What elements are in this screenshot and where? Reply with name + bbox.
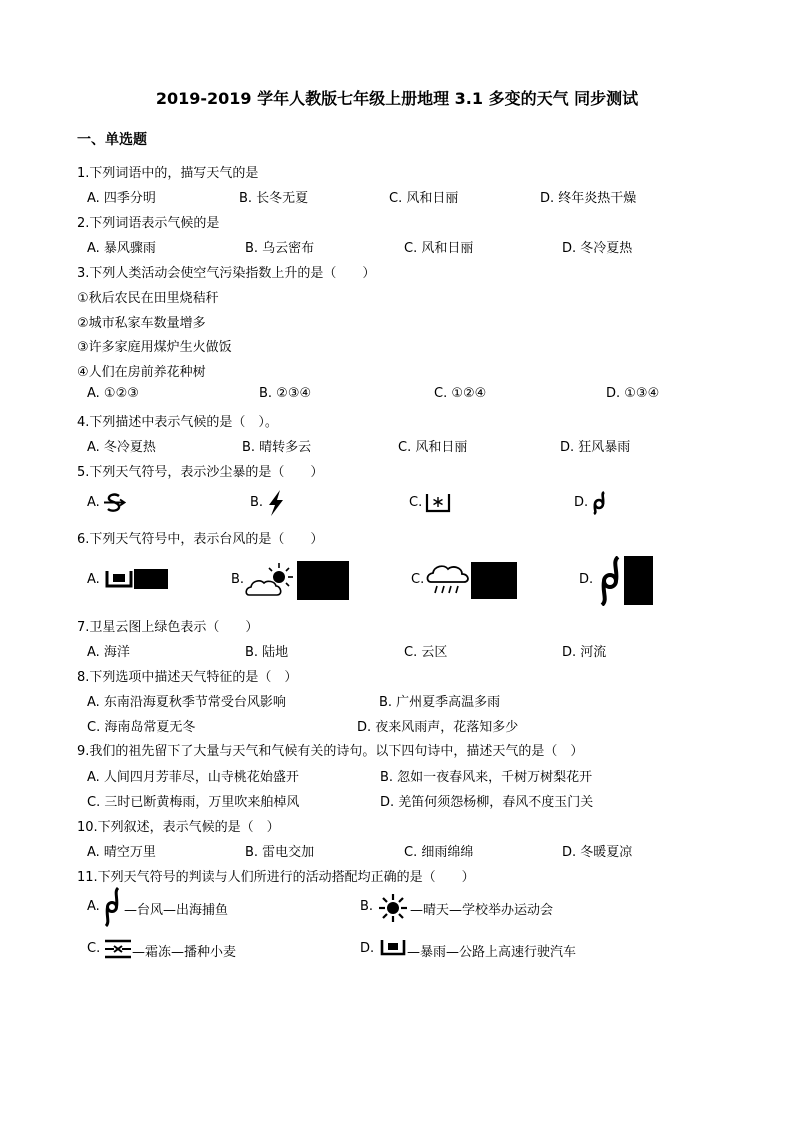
- question-9-stem: 9.我们的祖先留下了大量与天气和气候有关的诗句。以下四句诗中，描述天气的是（ ）: [77, 744, 584, 759]
- question-1-stem: 1.下列词语中的，描写天气的是: [77, 166, 259, 181]
- q7-option-d[interactable]: D. 河流: [562, 645, 607, 660]
- question-5-stem: 5.下列天气符号，表示沙尘暴的是（ ）: [77, 465, 324, 480]
- q9-option-c[interactable]: C. 三时已断黄梅雨，万里吹来舶棹风: [87, 795, 300, 810]
- q4-option-a[interactable]: A. 冬冷夏热: [87, 440, 156, 455]
- question-11-stem: 11.下列天气符号的判读与人们所进行的活动搭配均正确的是（ ）: [77, 870, 475, 885]
- q8-option-c[interactable]: C. 海南岛常夏无冬: [87, 720, 196, 735]
- q10-option-c[interactable]: C. 细雨绵绵: [404, 845, 474, 860]
- q11-option-d-text: —暴雨—公路上高速行驶汽车: [407, 945, 577, 960]
- q5-option-a[interactable]: A.: [87, 495, 100, 510]
- q8-option-d[interactable]: D. 夜来风雨声，花落知多少: [357, 720, 519, 735]
- q3-item-4: ④人们在房前养花种树: [77, 365, 206, 380]
- q4-option-b[interactable]: B. 晴转多云: [242, 440, 312, 455]
- question-3-stem: 3.下列人类活动会使空气污染指数上升的是（ ）: [77, 266, 376, 281]
- q1-option-c[interactable]: C. 风和日丽: [389, 191, 459, 206]
- q2-option-b[interactable]: B. 乌云密布: [245, 241, 315, 256]
- q10-option-d[interactable]: D. 冬暖夏凉: [562, 845, 633, 860]
- q7-option-c[interactable]: C. 云区: [404, 645, 448, 660]
- rain-cloud-symbol-icon: [425, 562, 473, 598]
- q11-option-a-text: —台风—出海捕鱼: [124, 903, 229, 918]
- typhoon-small-symbol-icon: [590, 491, 608, 515]
- typhoon-symbol-icon: [102, 887, 122, 927]
- q11-option-c-text: —霜冻—播种小麦: [132, 945, 237, 960]
- section-heading: 一、单选题: [77, 132, 147, 148]
- q7-option-b[interactable]: B. 陆地: [245, 645, 289, 660]
- q3-option-c[interactable]: C. ①②④: [434, 386, 487, 401]
- q3-option-b[interactable]: B. ②③④: [259, 386, 312, 401]
- q7-option-a[interactable]: A. 海洋: [87, 645, 130, 660]
- q10-option-b[interactable]: B. 雷电交加: [245, 845, 315, 860]
- rainstorm-symbol-icon: [104, 569, 134, 589]
- q6-option-c[interactable]: C.: [411, 572, 425, 587]
- question-6-stem: 6.下列天气符号中，表示台风的是（ ）: [77, 532, 324, 547]
- lightning-symbol-icon: [264, 489, 288, 517]
- q3-item-2: ②城市私家车数量增多: [77, 316, 206, 331]
- q9-option-b[interactable]: B. 忽如一夜春风来，千树万树梨花开: [380, 770, 593, 785]
- q1-option-b[interactable]: B. 长冬无夏: [239, 191, 309, 206]
- image-redaction-block: [134, 569, 168, 589]
- question-4-stem: 4.下列描述中表示气候的是（ ）。: [77, 415, 278, 430]
- rainstorm-symbol-icon: [380, 939, 406, 957]
- q9-option-d[interactable]: D. 羌笛何须怨杨柳，春风不度玉门关: [380, 795, 594, 810]
- q2-option-a[interactable]: A. 暴风骤雨: [87, 241, 156, 256]
- q3-item-3: ③许多家庭用煤炉生火做饭: [77, 340, 232, 355]
- q5-option-b[interactable]: B.: [250, 495, 264, 510]
- q1-option-d[interactable]: D. 终年炎热干燥: [540, 191, 637, 206]
- q2-option-c[interactable]: C. 风和日丽: [404, 241, 474, 256]
- q11-option-b[interactable]: B.: [360, 899, 374, 914]
- q10-option-a[interactable]: A. 晴空万里: [87, 845, 156, 860]
- q8-option-b[interactable]: B. 广州夏季高温多雨: [379, 695, 501, 710]
- question-10-stem: 10.下列叙述，表示气候的是（ ）: [77, 820, 280, 835]
- image-redaction-block: [297, 561, 349, 600]
- question-2-stem: 2.下列词语表示气候的是: [77, 216, 220, 231]
- q11-option-a[interactable]: A.: [87, 899, 100, 914]
- q3-option-d[interactable]: D. ①③④: [606, 386, 660, 401]
- q6-option-d[interactable]: D.: [579, 572, 594, 587]
- q11-option-d[interactable]: D.: [360, 941, 375, 956]
- q6-option-a[interactable]: A.: [87, 572, 100, 587]
- q1-option-a[interactable]: A. 四季分明: [87, 191, 156, 206]
- q3-option-a[interactable]: A. ①②③: [87, 386, 139, 401]
- q3-item-1: ①秋后农民在田里烧秸秆: [77, 291, 219, 306]
- question-7-stem: 7.卫星云图上绿色表示（ ）: [77, 620, 259, 635]
- frost-symbol-icon: [104, 938, 132, 960]
- image-redaction-block: [624, 556, 653, 605]
- page-title: 2019-2019 学年人教版七年级上册地理 3.1 多变的天气 同步测试: [155, 89, 639, 108]
- snowstorm-symbol-icon: [424, 491, 452, 515]
- q2-option-d[interactable]: D. 冬冷夏热: [562, 241, 633, 256]
- q4-option-c[interactable]: C. 风和日丽: [398, 440, 468, 455]
- sandstorm-symbol-icon: [102, 491, 126, 515]
- sunny-to-cloudy-symbol-icon: [245, 561, 297, 599]
- q4-option-d[interactable]: D. 狂风暴雨: [560, 440, 631, 455]
- question-8-stem: 8.下列选项中描述天气特征的是（ ）: [77, 670, 298, 685]
- image-redaction-block: [471, 562, 517, 599]
- sunny-symbol-icon: [378, 893, 408, 923]
- q5-option-c[interactable]: C.: [409, 495, 423, 510]
- q5-option-d[interactable]: D.: [574, 495, 589, 510]
- typhoon-symbol-icon: [597, 556, 623, 606]
- q8-option-a[interactable]: A. 东南沿海夏秋季节常受台风影响: [87, 695, 286, 710]
- q11-option-b-text: —晴天—学校举办运动会: [410, 903, 554, 918]
- q11-option-c[interactable]: C.: [87, 941, 101, 956]
- q6-option-b[interactable]: B.: [231, 572, 245, 587]
- q9-option-a[interactable]: A. 人间四月芳菲尽，山寺桃花始盛开: [87, 770, 299, 785]
